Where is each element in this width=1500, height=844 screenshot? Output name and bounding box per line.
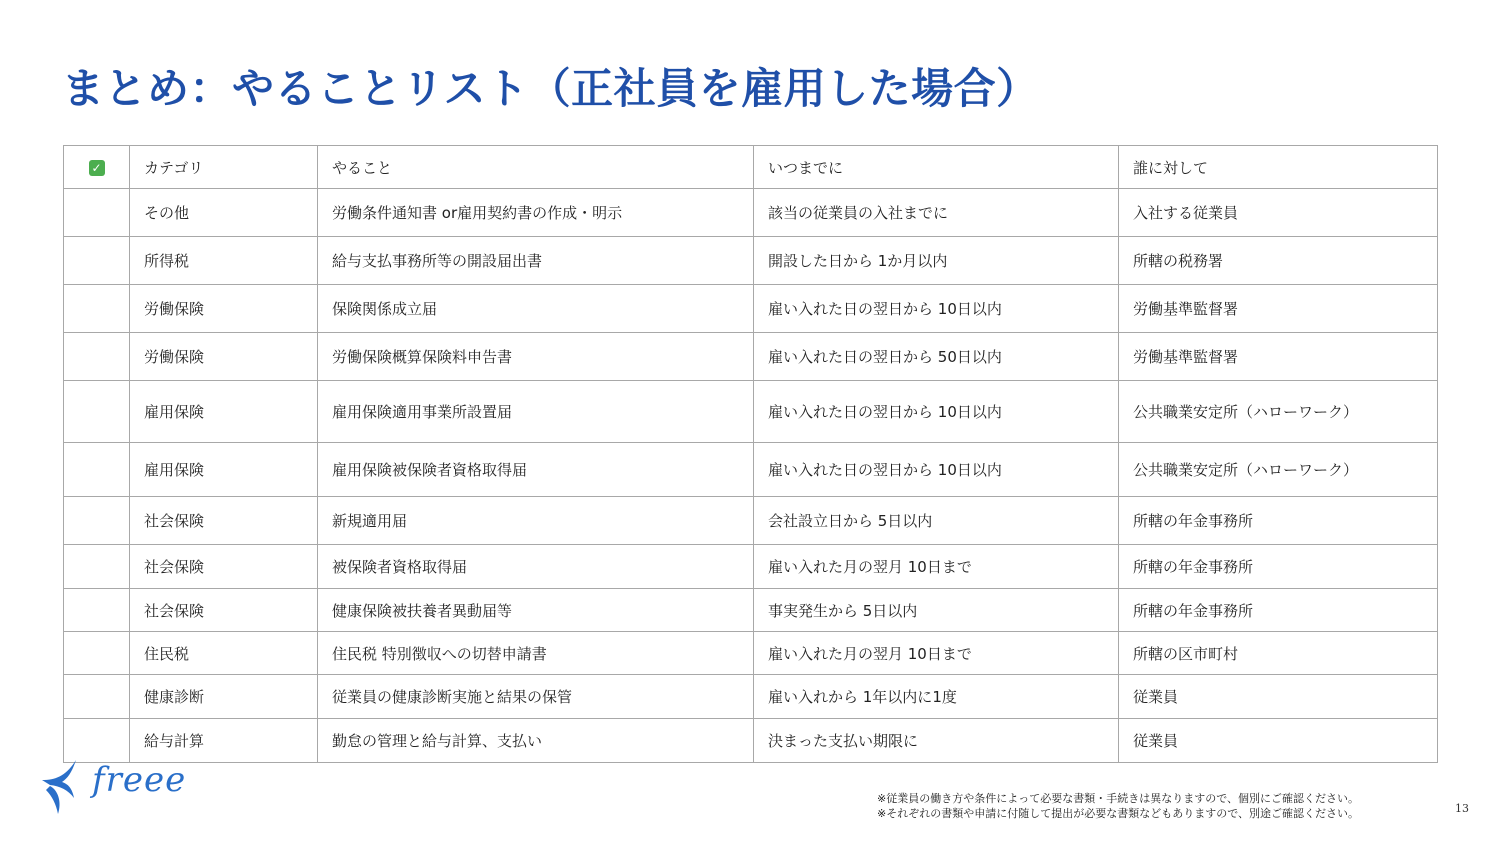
- todo-table: [63, 145, 1438, 763]
- to-whom-cell: 公共職業安定所（ハローワーク）: [1119, 381, 1438, 443]
- table-row: [64, 719, 1438, 763]
- category-cell: 健康診断: [130, 675, 318, 719]
- check-cell[interactable]: [64, 719, 130, 763]
- task-cell: 雇用保険適用事業所設置届: [318, 381, 754, 443]
- header-category: カテゴリ: [130, 146, 318, 189]
- task-cell: 新規適用届: [318, 497, 754, 545]
- footnote: ※従業員の働き方や条件によって必要な書類・手続きは異なりますので、個別にご確認ください。: [877, 792, 1359, 805]
- footnotes: [877, 791, 1359, 821]
- to-whom-cell: 所轄の年金事務所: [1119, 545, 1438, 589]
- deadline-cell: 事実発生から 5日以内: [754, 589, 1119, 632]
- deadline-cell: 会社設立日から 5日以内: [754, 497, 1119, 545]
- table-header-row: [64, 146, 1438, 189]
- deadline-cell: 雇い入れた日の翌日から 10日以内: [754, 443, 1119, 497]
- task-cell: 従業員の健康診断実施と結果の保管: [318, 675, 754, 719]
- table-row: [64, 497, 1438, 545]
- page-title: まとめ：やることリスト（正社員を雇用した場合）: [62, 64, 1039, 113]
- category-cell: 労働保険: [130, 333, 318, 381]
- category-cell: 社会保険: [130, 589, 318, 632]
- task-cell: 給与支払事務所等の開設届出書: [318, 237, 754, 285]
- category-cell: 給与計算: [130, 719, 318, 763]
- deadline-cell: 雇い入れから 1年以内に1度: [754, 675, 1119, 719]
- freee-logo: freee: [92, 760, 187, 800]
- footnote: ※それぞれの書類や申請に付随して提出が必要な書類などもありますので、別途ご確認ください。: [877, 807, 1359, 820]
- deadline-cell: 雇い入れた日の翌日から 10日以内: [754, 285, 1119, 333]
- header-to-whom: 誰に対して: [1119, 146, 1438, 189]
- task-cell: 被保険者資格取得届: [318, 545, 754, 589]
- header-deadline: いつまでに: [754, 146, 1119, 189]
- table-row: [64, 675, 1438, 719]
- task-cell: 雇用保険被保険者資格取得届: [318, 443, 754, 497]
- deadline-cell: 開設した日から 1か月以内: [754, 237, 1119, 285]
- check-cell[interactable]: [64, 333, 130, 381]
- to-whom-cell: 所轄の税務署: [1119, 237, 1438, 285]
- task-cell: 健康保険被扶養者異動届等: [318, 589, 754, 632]
- category-cell: 社会保険: [130, 545, 318, 589]
- check-cell[interactable]: [64, 589, 130, 632]
- task-cell: 労働条件通知書 or雇用契約書の作成・明示: [318, 189, 754, 237]
- check-cell[interactable]: [64, 237, 130, 285]
- to-whom-cell: 労働基準監督署: [1119, 333, 1438, 381]
- table-row: [64, 285, 1438, 333]
- category-cell: 雇用保険: [130, 443, 318, 497]
- category-cell: 雇用保険: [130, 381, 318, 443]
- table-row: [64, 189, 1438, 237]
- task-cell: 保険関係成立届: [318, 285, 754, 333]
- task-cell: 住民税 特別徴収への切替申請書: [318, 632, 754, 675]
- check-cell[interactable]: [64, 189, 130, 237]
- table-row: [64, 333, 1438, 381]
- task-cell: 勤怠の管理と給与計算、支払い: [318, 719, 754, 763]
- table-row: [64, 443, 1438, 497]
- deadline-cell: 雇い入れた月の翌月 10日まで: [754, 545, 1119, 589]
- check-cell[interactable]: [64, 285, 130, 333]
- page-number: 13: [1455, 802, 1469, 815]
- check-cell[interactable]: [64, 443, 130, 497]
- to-whom-cell: 公共職業安定所（ハローワーク）: [1119, 443, 1438, 497]
- to-whom-cell: 所轄の年金事務所: [1119, 589, 1438, 632]
- deadline-cell: 雇い入れた日の翌日から 10日以内: [754, 381, 1119, 443]
- check-cell[interactable]: [64, 632, 130, 675]
- task-cell: 労働保険概算保険料申告書: [318, 333, 754, 381]
- table-row: [64, 381, 1438, 443]
- category-cell: 所得税: [130, 237, 318, 285]
- deadline-cell: 該当の従業員の入社までに: [754, 189, 1119, 237]
- table-row: [64, 589, 1438, 632]
- check-cell[interactable]: [64, 497, 130, 545]
- check-cell[interactable]: [64, 381, 130, 443]
- category-cell: その他: [130, 189, 318, 237]
- check-mark-icon: ✓: [89, 160, 105, 176]
- deadline-cell: 決まった支払い期限に: [754, 719, 1119, 763]
- check-cell[interactable]: [64, 545, 130, 589]
- to-whom-cell: 入社する従業員: [1119, 189, 1438, 237]
- to-whom-cell: 労働基準監督署: [1119, 285, 1438, 333]
- check-cell[interactable]: [64, 675, 130, 719]
- category-cell: 住民税: [130, 632, 318, 675]
- header-task: やること: [318, 146, 754, 189]
- category-cell: 社会保険: [130, 497, 318, 545]
- to-whom-cell: 所轄の区市町村: [1119, 632, 1438, 675]
- table-row: [64, 545, 1438, 589]
- category-cell: 労働保険: [130, 285, 318, 333]
- to-whom-cell: 所轄の年金事務所: [1119, 497, 1438, 545]
- to-whom-cell: 従業員: [1119, 719, 1438, 763]
- to-whom-cell: 従業員: [1119, 675, 1438, 719]
- table-row: [64, 632, 1438, 675]
- deadline-cell: 雇い入れた月の翌月 10日まで: [754, 632, 1119, 675]
- deadline-cell: 雇い入れた日の翌日から 50日以内: [754, 333, 1119, 381]
- table-row: [64, 237, 1438, 285]
- header-check: [64, 146, 130, 189]
